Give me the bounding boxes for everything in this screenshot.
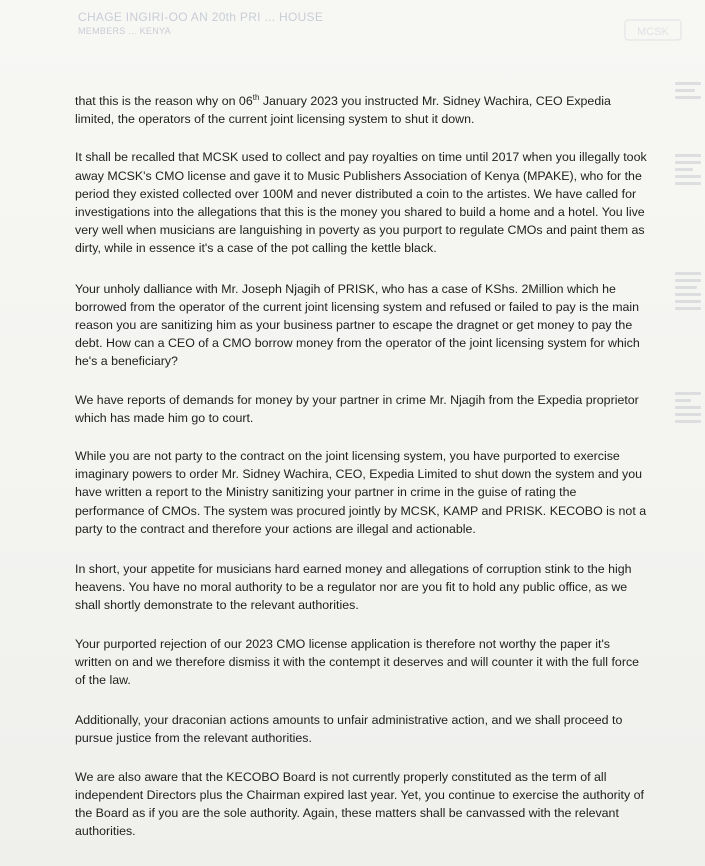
margin-bleed-through-top	[669, 78, 705, 103]
logo-bleed-through-icon	[623, 16, 683, 44]
letter-body	[75, 92, 647, 861]
paragraph-1-start: that this is the reason why on 06	[75, 94, 253, 108]
margin-bleed-through-upper	[669, 150, 705, 189]
letterhead-ghost-line-2: MEMBERS ... KENYA	[78, 26, 171, 36]
paragraph-2: It shall be recalled that MCSK used to collect and pay royalties on time until 2017 when you illegally took away MCSK's CMO license and gave it to Music Publishers Association of Kenya (MPAKE), who for the period they existed collected over 100M and never distributed a coin to the artistes. We have called for investigations into the allegations that this is the money you shared to build a home and a hotel. You live very well when musicians are languishing in poverty as you purport to regulate CMOs and paint them as dirty, while in essence it's a case of the pot calling the kettle black.	[75, 150, 647, 256]
letterhead-ghost-line-1: CHAGE INGIRI-OO AN 20th PRI ... HOUSE	[78, 10, 324, 24]
paragraph-5: While you are not party to the contract on the joint licensing system, you have purported to exercise imaginary powers to order Mr. Sidney Wachira, CEO, Expedia Limited to shut down the system and you have written a report to the Ministry sanitizing your partner in crime in the guise of rating the performance of CMOs. The system was procured jointly by MCSK, KAMP and PRISK. KECOBO is not a party to the contract and therefore your actions are illegal and actionable.	[75, 449, 647, 536]
margin-bleed-through-lower	[669, 388, 705, 427]
paragraph-4: We have reports of demands for money by your partner in crime Mr. Njagih from the Expedia proprietor which has made him go to court.	[75, 392, 639, 425]
margin-bleed-through-middle	[669, 268, 705, 314]
paragraph-1-end: January 2023 you instructed Mr. Sidney Wachira, CEO Expedia limited, the operators of the current joint licensing system to shut it down.	[75, 94, 611, 127]
paragraph-9: We are also aware that the KECOBO Board is not currently properly constituted as the term of all independent Directors plus the Chairman expired last year. Yet, you continue to exercise the authority of the Board as if you are the sole authority. Again, these matters shall be canvassed with the relevant authorities.	[75, 769, 644, 839]
paragraph-7: Your purported rejection of our 2023 CMO license application is therefore not worthy the paper it's written on and we therefore dismiss it with the contempt it deserves and will counter it with the full force of the law.	[75, 636, 640, 688]
paragraph-6: In short, your appetite for musicians hard earned money and allegations of corruption stink to the high heavens. You have no moral authority to be a regulator nor are you fit to hold any public office, as we shall shortly demonstrate to the relevant authorities.	[75, 562, 632, 613]
paragraph-1	[75, 92, 647, 128]
ordinal-suffix: th	[252, 92, 260, 102]
paragraph-3: Your unholy dalliance with Mr. Joseph Njagih of PRISK, who has a case of KShs. 2Million which he borrowed from the operator of the current joint licensing system and refused or failed to pay is the main reason you are sanitizing him as your business partner to escape the dragnet or get money to pay the debt. How can a CEO of a CMO borrow money from the operator of the joint licensing system for which he's a beneficiary?	[75, 281, 640, 369]
ghost-logo-text: MCSK	[637, 26, 669, 38]
letterhead-bleed-through	[78, 10, 678, 44]
paragraph-8: Additionally, your draconian actions amounts to unfair administrative action, and we shall proceed to pursue justice from the relevant authorities.	[75, 713, 623, 746]
